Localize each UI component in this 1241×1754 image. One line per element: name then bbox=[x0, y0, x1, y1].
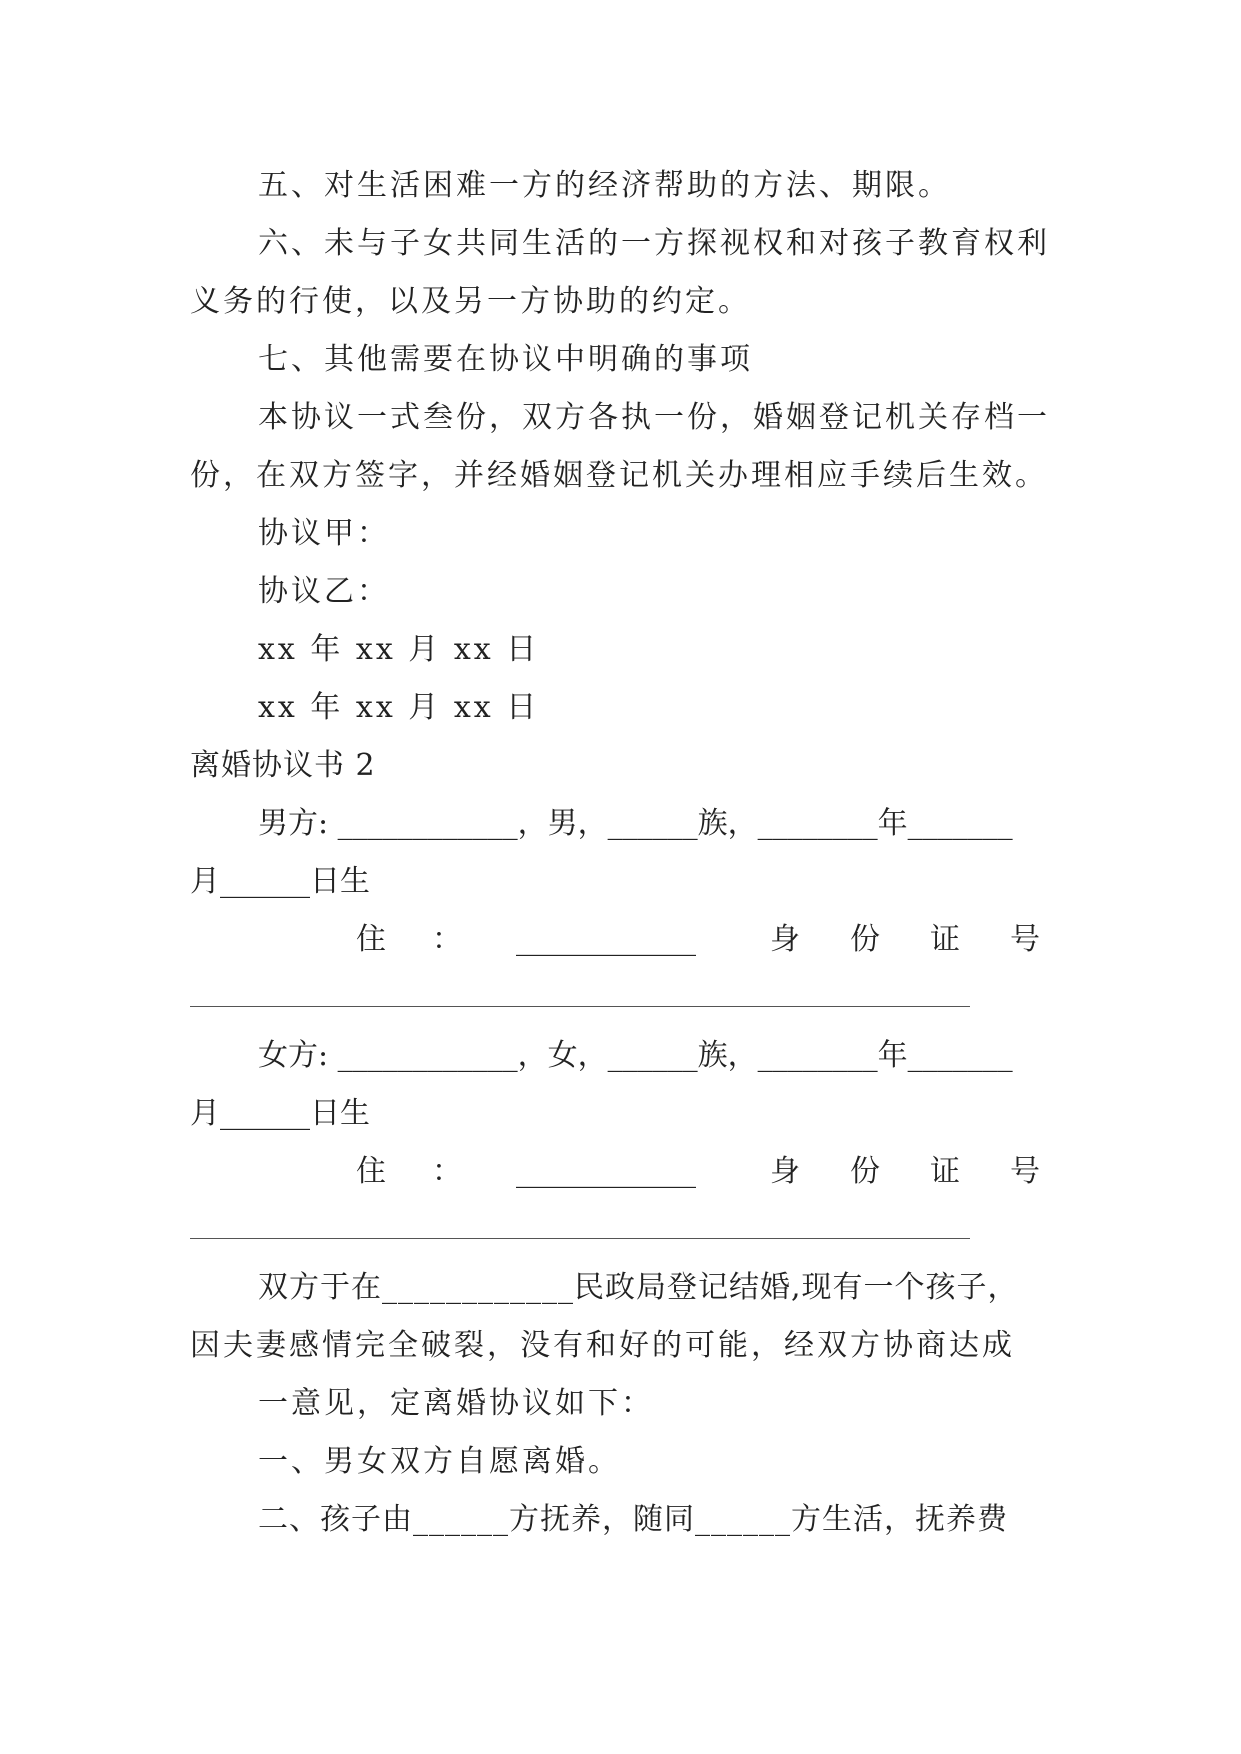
clause-6-line-1: 六、未与子女共同生活的一方探视权和对孩子教育权利 bbox=[258, 226, 1050, 261]
id-label-fen: 份 bbox=[850, 1154, 880, 1189]
id-label-zheng: 证 bbox=[930, 922, 960, 957]
female-info-line-1: 女方: ____________，女，______族，________年_______ bbox=[258, 1038, 1013, 1073]
male-info-line-2: 月______日生 bbox=[190, 864, 370, 899]
marriage-statement-line-3: 一意见，定离婚协议如下： bbox=[258, 1386, 654, 1421]
female-id-number-blank bbox=[190, 1238, 970, 1239]
clause-6-line-2: 义务的行使，以及另一方协助的约定。 bbox=[190, 284, 751, 319]
clause-5: 五、对生活困难一方的经济帮助的方法、期限。 bbox=[258, 168, 951, 203]
id-label-zheng: 证 bbox=[930, 1154, 960, 1189]
copies-statement-line-1: 本协议一式叁份，双方各执一份，婚姻登记机关存档一 bbox=[258, 400, 1050, 435]
address-blank: ____________ bbox=[516, 1154, 696, 1189]
male-id-number-blank bbox=[190, 1006, 970, 1007]
marriage-statement-line-2: 因夫妻感情完全破裂，没有和好的可能，经双方协商达成 bbox=[190, 1328, 1015, 1363]
male-info-line-1: 男方: ____________，男，______族，________年_______ bbox=[258, 806, 1013, 841]
id-label-shen: 身 bbox=[770, 922, 800, 957]
agreement-clause-1: 一、男女双方自愿离婚。 bbox=[258, 1444, 621, 1479]
address-colon: ： bbox=[432, 1154, 462, 1189]
section-title: 离婚协议书 2 bbox=[190, 748, 376, 783]
id-label-fen: 份 bbox=[850, 922, 880, 957]
address-blank: ____________ bbox=[516, 922, 696, 957]
female-info-line-2: 月______日生 bbox=[190, 1096, 370, 1131]
marriage-statement-line-1: 双方于在____________民政局登记结婚,现有一个孩子， bbox=[258, 1270, 1019, 1305]
party-a-signature: 协议甲： bbox=[258, 516, 390, 551]
copies-statement-line-2: 份，在双方签字，并经婚姻登记机关办理相应手续后生效。 bbox=[190, 458, 1048, 493]
agreement-clause-2: 二、孩子由______方抚养，随同______方生活，抚养费 bbox=[258, 1502, 1008, 1537]
address-label-zhu: 住 bbox=[356, 1154, 386, 1189]
address-colon: ： bbox=[432, 922, 462, 957]
clause-7: 七、其他需要在协议中明确的事项 bbox=[258, 342, 753, 377]
party-b-signature: 协议乙： bbox=[258, 574, 390, 609]
id-label-hao: 号 bbox=[1010, 922, 1040, 957]
id-label-hao: 号 bbox=[1010, 1154, 1040, 1189]
date-line-2: xx 年 xx 月 xx 日 bbox=[258, 690, 540, 725]
address-label-zhu: 住 bbox=[356, 922, 386, 957]
date-line-1: xx 年 xx 月 xx 日 bbox=[258, 632, 540, 667]
id-label-shen: 身 bbox=[770, 1154, 800, 1189]
